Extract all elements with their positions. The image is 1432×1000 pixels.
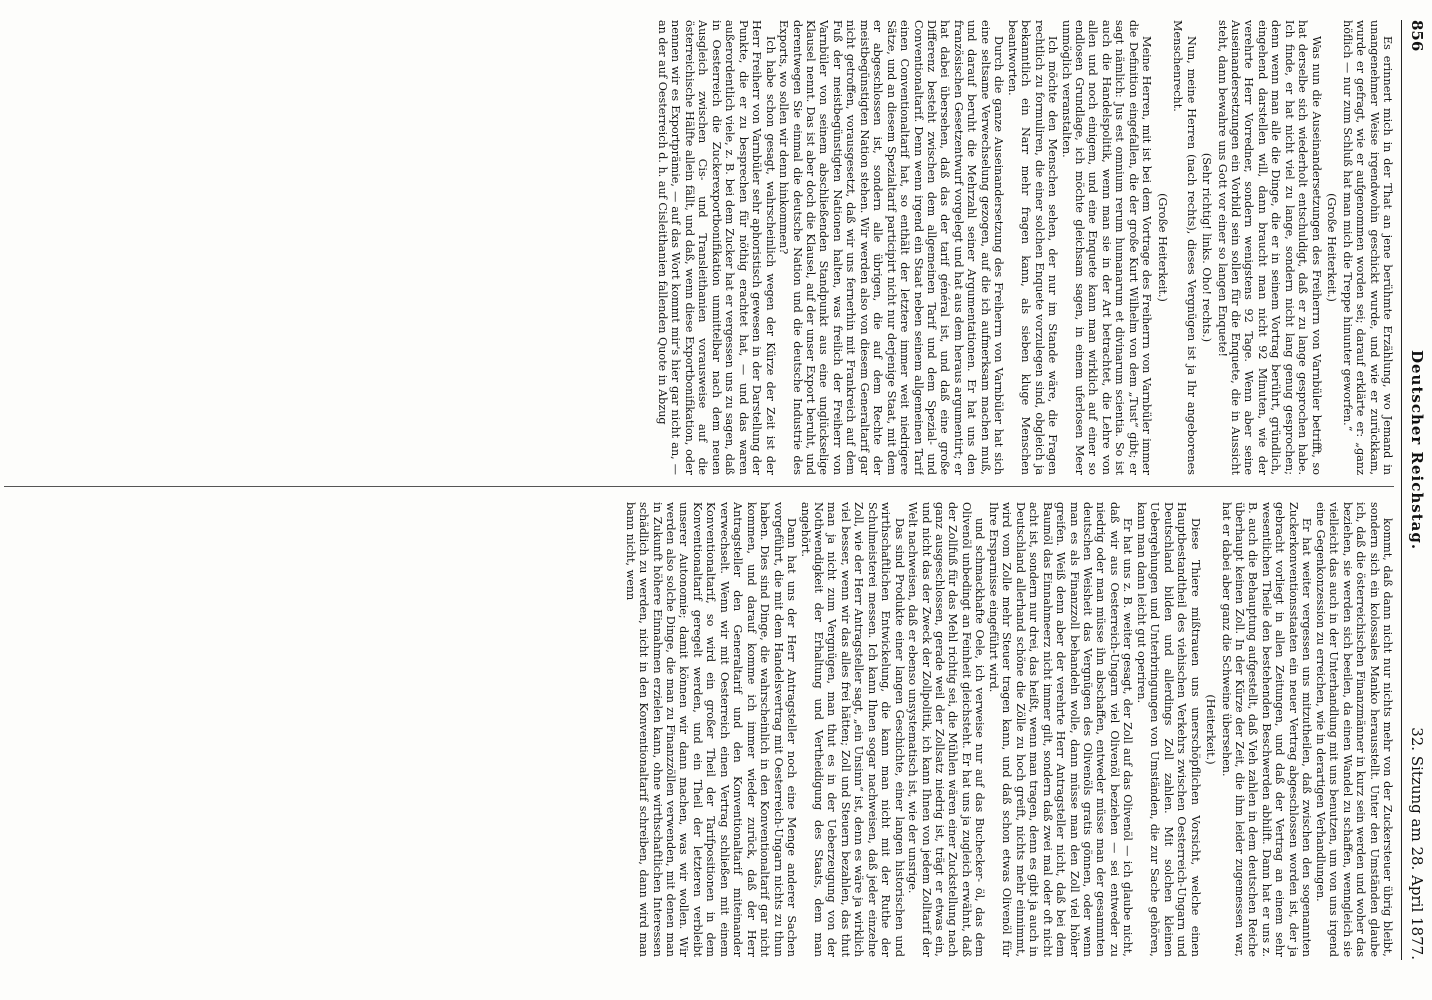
running-head [1400,20,1426,960]
paragraph: Ich habe schon gesagt, wahrscheinlich wegen der Kürze der Zeit ist der Herr Freiherr von Varnbüler sehr aphoristisch gewesen in der Darstellung der Punkte, die er zu besprechen für nöthig erachtet hat, — und das waren außerordentlich viele, z. B. bei dem Zucker hat er vergessen uns zu sagen, daß in Oesterreich die Zuckerexportbonifikation unmittelbar nach dem neuen Ausgleich zwischen Cis- und Transleithanien vorausweise auf die österreichische Hälfte allein fällt, und daß, wenn diese Exportbonifikation, oder nennen wir es Exportprämie, — auf das Wort kommt mir's hier gar nicht an, — an der auf Oesterreich d. h. auf Cisleithanien fallenden Quote in Abzug [655,20,777,475]
interjection: (Große Heiterkeit.) [1155,193,1169,302]
paragraph: Er hat weiter vergessen uns mitzutheilen, daß zwischen den sogenannten Zuckerkonventionsstaaten ein neuer Vertrag abgeschlossen worden ist, der ja gebracht vorliegt in allen Zeitungen, und daß der Vertrag an einem sehr wesentlichen Theile den bestehenden Beschwerden abhilft. Dann hat er uns z. B. auch die Behauptung aufgestellt, daß Vieh zahlen in dem deutschen Reiche überhaupt keinen Zoll. In der Kürze der Zeit, die ihm leider zugemessen war, hat er dabei aber ganz die Schweine übersehen. [1219,502,1314,957]
paragraph: Es erinnert mich in der That an jene berühmte Erzählung, wo Jemand in unangenehmer Weise irgendwohin geschickt wurde, und wie er zurückkam, wurde er gefragt, wie er aufgenommen worden sei; darauf erklärte er: „ganz höflich — nur zum Schluß hat man mich die Treppe hinunter geworfen.“ [1340,20,1394,475]
interjection: (Sehr richtig! links. Oho! rechts.) [1200,152,1214,343]
paragraph: Meine Herren, mit ist bei dem Vortrage des Freiherrn von Varnbüler immer die Definition eingefallen, die der große Kurt Wilhelm von dem „Tust“ gibt; er sagt nämlich: Jus est omnium rerum humanarum et divinarum scientia. So ist auch die Handelspolitik, wenn man sie in der Art betrachtet, die Lehre von allen und noch einigem, und eine Enquete kann man wirklich auf einer so endlosen Grundlage, ich möchte gleichsam sagen, in einem uferlosen Meer unmöglich veranstalten. [1059,20,1154,475]
paragraph: kommt, daß dann nicht nur nichts mehr von der Zuckersteuer übrig bleibt, sondern sich ein kolossales Manko herausstellt. Unter den Umständen glaube ich, daß die österreichischen Finanzmänner in kurz sein werden und woher das beziehen, sie werden sich beeilen, da einen Wandel zu schaffen, wenngleich sie vielleicht das auch in der Unterhandlung mit uns benutzen, um von uns irgend eine Gegenkonzession zu erreichen, wie in derartigen Verhandlungen. [1313,502,1394,957]
left-column [0,20,1394,475]
interjection: (Große Heiterkeit.) [1325,193,1339,302]
paragraph: Dann hat uns der Herr Antragsteller noch eine Menge anderer Sachen vorgeführt, die mit dem Handelsvertrag mit Oesterreich-Ungarn nichts zu thun haben. Dies sind Dinge, die wahrscheinlich in den Konventionaltarif gar nicht kommen, und darauf komme ich immer wieder zurück, daß der Herr Antragsteller den Generaltarif und den Konventionaltarif miteinander verwechselt. Wenn wir mit Oesterreich einen Vertrag schließen mit einem Konventionaltarif, so wird ein großer Theil der Tarifpositionen in dem Konventionaltarif geregelt werden, und ein Theil der letzteren verbleibt unserer Autonomie; damit können wir dann machen, was wir wollen. Wir werden also solche Dinge, die man zu Finanzzöllen verwenden, mit denen man in Zukunft höhere Einnahmen erzielen kann, ohne wirthschaftlichen Interessen schädlich zu werden, nicht in den Konventionaltarif schreiben, dann wird man bann nicht, wenn [623,502,799,957]
paragraph: Ich möchte den Menschen sehen, der nur im Stande wäre, die Fragen rechtlich zu formuliren, die einer solchen Enquete vorzulegen sind, obgleich ja bekanntlich ein Narr mehr fragen kann, als sieben kluge Menschen beantworten. [1005,20,1060,475]
paragraph: Das sind Produkte einer langen Geschichte, einer langen historischen und wirthschaftlichen Entwickelung, die kann man nicht mit der Ruthe der Schulmeisterei messen. Ich kann Ihnen sogar nachweisen, daß jeder einzelne Zoll, wie der Herr Antragsteller sagt, „ein Unsinn“ ist, denn es wäre ja wirklich viel besser, wenn wir das alles frei hätten; Zoll und Steuern bezahlen, das thut man ja nicht zum Vergnügen, man thut es in der Ueberzeugung von der Nothwendigkeit der Erhaltung und Vertheidigung des Staats, dem man angehört. [798,502,906,957]
paragraph: Durch die ganze Auseinandersetzung des Freiherrn von Varnbüler hat sich eine seltsame Verwechselung gezogen, auf die ich aufmerksam machen muß, und darauf beruht die Mehrzahl seiner Argumentationen. Er hat uns den französischen Gesetzentwurf vorgelegt und hat aus dem heraus argumentirt; er hat dabei übersehen, daß das der tarif général ist, und daß eine große Differenz besteht zwischen dem allgemeinen Tarif und dem Spezial- und Conventionaltarif. Denn wenn irgend ein Staat neben seinem allgemeinen Tarif einen Conventionaltarif hat, so enthält der letztere immer weit niedrigere Sätze, und an diesem Spezialtarif participirt nicht nur derjenige Staat, mit dem er abgeschlossen ist, sondern alle übrigen, die auf dem Rechte der meistbegünstigten Nation stehen. Wir werden also von diesem Generaltarif gar nicht getroffen, vorausgesetzt, daß wir uns fernerhin mit Frankreich auf dem Fuß der meistbegünstigten Nationen halten, was freilich der Freiherr von Varnbüler von seinem abschließenden Standpunkt aus eine unglückselige Klausel nennt. Das ist aber doch die Klausel, auf der unser Export beruht, und derentwegen Sie einmal die deutsche Nation und die deutsche Industrie des Exports, wo sollen wir denn hinkommen? [777,20,1006,475]
interjection: (Heiterkeit.) [1204,694,1218,765]
paragraph: Nun, meine Herren (nach rechts), dieses Vergnügen ist ja Ihr angeborenes Menschenrecht. [1171,20,1198,475]
paragraph: Er hat uns z. B. weiter gesagt, der Zoll auf das Olivenöl — ich glaube nicht, daß wir aus Oesterreich-Ungarn viel Olivenöl beziehen — sei entweder zu niedrig oder man müsse ihn abschaffen, entweder müsse man der gesammten deutschen Weisheit das Vergnügen des Olivenöls gratis gönnen, oder wenn man es als Finanzzoll behandeln wolle, dann müsse man den Zoll viel höher greifen. Weiß denn aber der verehrte Herr Antragsteller nicht, daß bei dem Baumöl das Einnahmeerz nicht immer gilt, sondern daß zwei mal oder oft nicht acht ist, sondern nur drei, das heißt, wenn man tragen, denn es gibt ja auch in Deutschland allerhand schöne die Zölle zu hoch greift, nichts mehr einnimmt, wird vom Zolle mehr Steuer tragen kann, und daß schon etwas Olivenöl für Ihre Ersparnisse eingeführt wird. [986,502,1135,957]
paragraph: und schmackhafte Oele, ich verweise nur auf das Buchecker- öl, das dem Olivenöl unbedingt an Feinheit gleichsteht. Er hat uns ja zugleich erwähnt, daß der Zollfuß für das Mehl richtig sei, die Mühlen wären einer Zuckstellung nach ganz ausgeschlossen, gerade weil der Zollsatz niedrig ist, trägt er etwas ein, und nicht das der Zweck der Zollpolitik, ich kann Ihnen von jedem Zolltarif der Welt nachweisen, daß er ebenso unsystematisch ist, wie der unsrige. [906,502,987,957]
masthead: Deutscher Reichstag. [1408,350,1426,551]
right-column [0,502,1394,957]
column-divider [4,486,1394,487]
session-title: 32. Sitzung am 28. April 1877. [1408,727,1426,960]
paragraph: Diese Thiere mißtrauen uns unerschöpflichen Vorsicht, welche einen Hauptbestandtheil des viehischen Verkehrs zwischen Oesterreich-Ungarn und Deutschland bilden und allerdings Zoll zahlen. Mit solchen kleinen Uebergehungen und Unterbringungen von Umständen, die zur Sache gehören, kann man dann leicht gut operiren. [1134,502,1202,957]
header-rule [1401,20,1402,960]
paragraph: Was nun die Auseinandersetzungen des Freiherrn von Varnbüler betrifft, so hat derselbe sich wiederholt entschuldigt, daß er zu lange gesprochen habe. Ich finde, er hat nicht viel zu lange, sondern nicht lang genug gesprochen; denn wenn man alle die Dinge, die er in seinem Vortrag berührt, gründlich, eingehend darstellen will, dann braucht man nicht 92 Minuten, wie der verehrte Herr Vorredner, sondern wenigstens 92 Tage. Wenn aber seine Auseinandersetzungen ein Vorbild sein sollen für die Enquete, die in Aussicht steht, dann bewahre uns Gott vor einer so langen Enquete! [1215,20,1323,475]
page-number: 856 [1408,20,1426,52]
